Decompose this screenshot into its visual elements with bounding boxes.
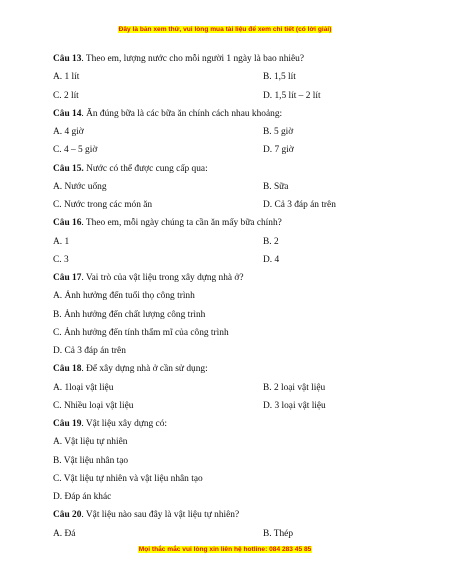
question-17: Câu 17. Vai trò của vật liệu trong xây dựng nhà ở?: [53, 273, 244, 283]
option-c: C. Nước trong các món ăn: [53, 200, 153, 210]
options-row: [53, 397, 398, 415]
options-row: [53, 233, 398, 251]
option-b: B. 1,5 lít: [263, 72, 296, 83]
question-19: Câu 19. Vật liệu xây dựng có:: [53, 419, 168, 429]
options-row: [53, 141, 398, 159]
option-b: B. Vật liệu nhân tạo: [53, 455, 129, 466]
question-14: Câu 14. Ăn đúng bữa là các bữa ăn chính cách nhau khoảng:: [53, 108, 283, 119]
option-a: A. 1loại vật liệu: [53, 382, 114, 393]
options-row: [53, 379, 398, 397]
option-c: C. Nhiều loại vật liệu: [53, 400, 134, 411]
options-row: [53, 178, 398, 196]
options-row: [53, 68, 398, 86]
options-row: [53, 87, 398, 105]
preview-notice: Đây là bản xem thử, vui lòng mua tài liệu để xem chi tiết (có lời giải): [118, 26, 332, 33]
option-a: A. Đá: [53, 528, 76, 539]
option-b: B. Sữa: [263, 181, 289, 192]
option-d: D. 1,5 lít – 2 lít: [263, 90, 321, 101]
option-c: C. 2 lít: [53, 90, 79, 101]
options-row: [53, 525, 398, 543]
option-b: B. 2 loại vật liệu: [263, 382, 326, 393]
option-d: D. Cả 3 đáp án trên: [53, 346, 126, 356]
options-row: [53, 251, 398, 269]
question-15: Câu 15. Nước có thể được cung cấp qua:: [53, 163, 208, 174]
option-a: A. Ảnh hưởng đến tuổi thọ công trình: [53, 291, 195, 302]
option-c: C. Ảnh hưởng đến tính thẩm mĩ của công trình: [53, 327, 229, 338]
options-row: [53, 123, 398, 141]
question-list: [53, 50, 398, 543]
option-d: D. 4: [263, 254, 280, 265]
option-b: B. Ảnh hưởng đến chất lượng công trình: [53, 309, 206, 320]
option-b: B. Thép: [263, 528, 294, 539]
option-d: D. 7 giờ: [263, 145, 294, 156]
option-c: C. Vật liệu tự nhiên và vật liệu nhân tạo: [53, 473, 203, 484]
hotline-notice: Mọi thắc mắc vui lòng xin liên hệ hotline: 084 283 45 85: [138, 546, 312, 553]
option-d: D. 3 loại vật liệu: [263, 400, 326, 411]
option-a: A. Vật liệu tự nhiên: [53, 437, 128, 448]
question-16: Câu 16. Theo em, mỗi ngày chúng ta cần ăn mấy bữa chính?: [53, 218, 282, 229]
question-18: Câu 18. Để xây dựng nhà ở cần sử dụng:: [53, 364, 208, 375]
option-a: A. 4 giờ: [53, 127, 84, 137]
option-a: A. 1 lít: [53, 72, 80, 83]
option-d: D. Cả 3 đáp án trên: [263, 200, 336, 210]
option-c: C. 4 – 5 giờ: [53, 145, 98, 156]
options-row: [53, 196, 398, 214]
option-d: D. Đáp án khác: [53, 492, 112, 502]
question-13: Câu 13. Theo em, lượng nước cho mỗi người 1 ngày là bao nhiêu?: [53, 54, 304, 64]
option-c: C. 3: [53, 254, 69, 265]
option-b: B. 2: [263, 236, 279, 247]
question-20: Câu 20. Vật liệu nào sau đây là vật liệu tự nhiên?: [53, 510, 240, 521]
option-b: B. 5 giờ: [263, 127, 294, 137]
option-a: A. Nước uống: [53, 181, 107, 192]
option-a: A. 1: [53, 236, 70, 247]
